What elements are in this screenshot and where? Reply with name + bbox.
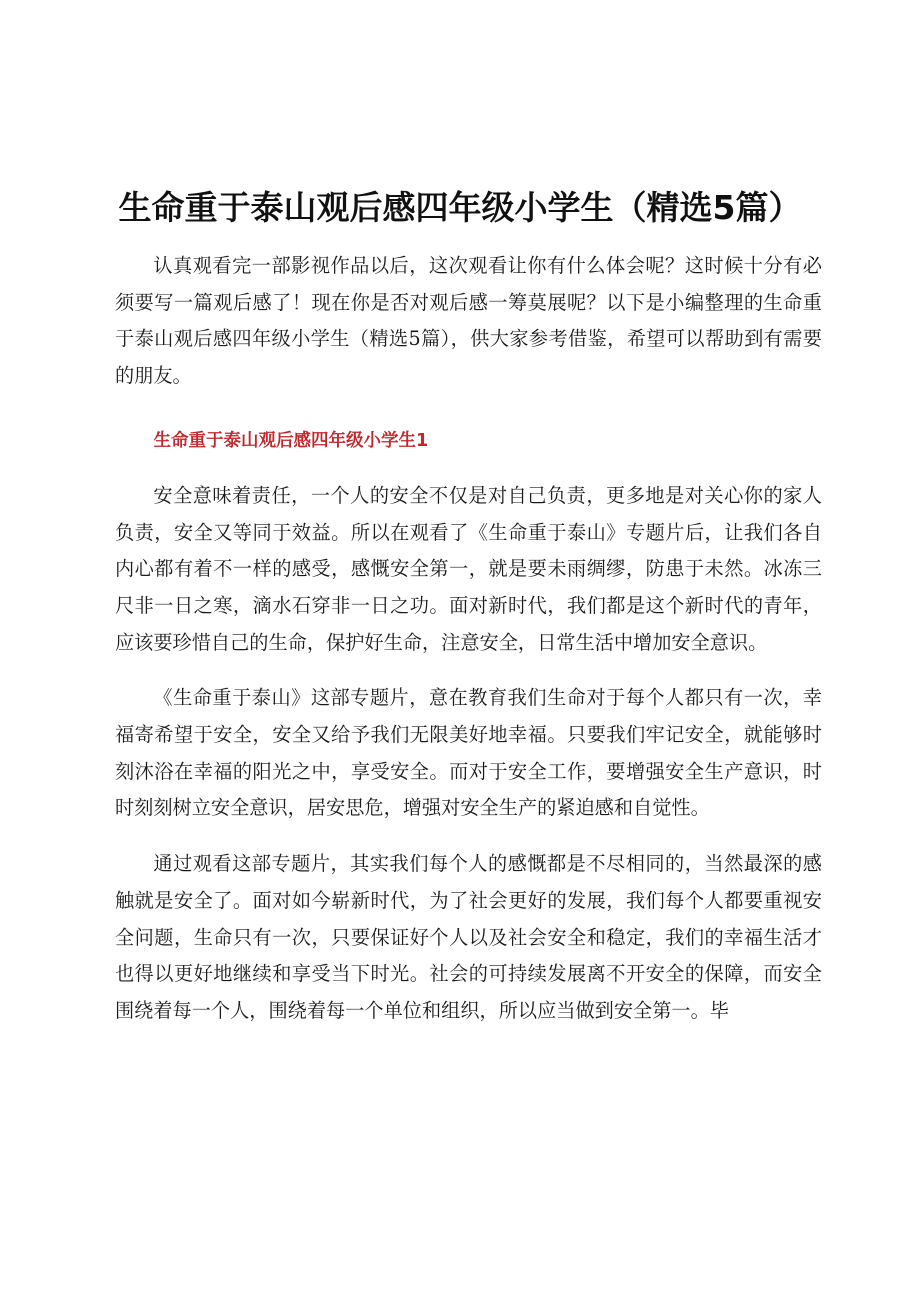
intro-paragraph: 认真观看完一部影视作品以后，这次观看让你有什么体会呢？这时候十分有必须要写一篇观后感了！现在你是否对观后感一筹莫展呢？以下是小编整理的生命重于泰山观后感四年级小学生（精选5篇），供大家参考借鉴，希望可以帮助到有需要的朋友。 bbox=[115, 254, 822, 388]
body-paragraph-2: 《生命重于泰山》这部专题片，意在教育我们生命对于每个人都只有一次，幸福寄希望于安全，安全又给予我们无限美好地幸福。只要我们牢记安全，就能够时刻沐浴在幸福的阳光之中，享受安全。而对于安全工作，要增强安全生产意识，时时刻刻树立安全意识，居安思危，增强对安全生产的紧迫感和自觉性。 bbox=[115, 686, 822, 820]
document-body bbox=[115, 248, 822, 1049]
section-heading: 生命重于泰山观后感四年级小学生1 bbox=[153, 430, 429, 451]
body-paragraph-1: 安全意味着责任，一个人的安全不仅是对自己负责，更多地是对关心你的家人负责，安全又等同于效益。所以在观看了《生命重于泰山》专题片后，让我们各自内心都有着不一样的感受，感慨安全第一，就是要未雨绸缪，防患于未然。冰冻三尺非一日之寒，滴水石穿非一日之功。面对新时代，我们都是这个新时代的青年，应该要珍惜自己的生命，保护好生命，注意安全，日常生活中增加安全意识。 bbox=[115, 483, 822, 654]
document-title: 生命重于泰山观后感四年级小学生（精选5篇） bbox=[118, 188, 802, 227]
body-paragraph-3: 通过观看这部专题片，其实我们每个人的感慨都是不尽相同的，当然最深的感触就是安全了。面对如今崭新时代，为了社会更好的发展，我们每个人都要重视安全问题，生命只有一次，只要保证好个人以及社会安全和稳定，我们的幸福生活才也得以更好地继续和享受当下时光。社会的可持续发展离不开安全的保障，而安全围绕着每一个人，围绕着每一个单位和组织，所以应当做到安全第一。毕 bbox=[115, 852, 822, 1022]
